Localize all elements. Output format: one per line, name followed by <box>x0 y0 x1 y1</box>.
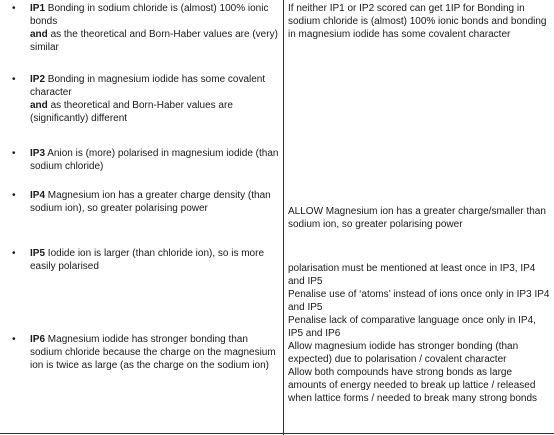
ip-code: IP3 <box>30 148 46 159</box>
indicative-point-ip4 <box>12 189 280 215</box>
indicative-point-ip1 <box>12 2 280 54</box>
note-polarisation: polarisation must be mentioned at least once in IP3, IP4 and IP5 <box>288 263 536 287</box>
bullet-icon: • <box>12 334 16 345</box>
bullet-icon: • <box>12 74 16 85</box>
indicative-point-ip2 <box>12 73 280 125</box>
bullet-icon: • <box>12 148 16 159</box>
indicative-point-ip3 <box>12 147 280 173</box>
column-divider <box>283 0 284 435</box>
ip-text: Magnesium iodide has stronger bonding than sodium chloride because the charge on the magnesium ion is twice as large (as the charge on the sodium ion) <box>30 334 276 371</box>
note-ip4 <box>288 205 552 231</box>
ip-code: IP5 <box>30 248 46 259</box>
note-text: If neither IP1 or IP2 scored can get 1IP for Bonding in sodium chloride is (almost) 100% ionic bonds and bonding in magnesium iodide has some covalent character <box>288 3 547 40</box>
ip-text: as theoretical and Born-Haber values are (significantly) different <box>30 100 233 124</box>
bullet-icon: • <box>12 190 16 201</box>
ip-text: Iodide ion is larger (than chloride ion), so is more easily polarised <box>30 248 265 272</box>
note-atoms-penalty: Penalise use of ‘atoms’ instead of ions once only in IP3 IP4 and IP5 <box>288 289 550 313</box>
indicative-point-ip5 <box>12 247 280 273</box>
note-allow-strong-bonds: Allow both compounds have strong bonds as large amounts of energy needed to break up lattice / released when lattice forms / needed to break many strong bonds <box>288 367 538 404</box>
bullet-icon: • <box>12 248 16 259</box>
ip-text: Bonding in sodium chloride is (almost) 100% ionic bonds <box>30 3 269 27</box>
table-bottom-border <box>0 433 554 434</box>
note-text: ALLOW Magnesium ion has a greater charge/smaller than sodium ion, so greater polarising power <box>288 206 546 230</box>
ip-connector: and <box>30 29 48 40</box>
bullet-icon: • <box>12 3 16 14</box>
ip-code: IP6 <box>30 334 46 345</box>
ip-code: IP1 <box>30 3 46 14</box>
ip-code: IP4 <box>30 190 46 201</box>
indicative-point-ip6 <box>12 333 280 372</box>
note-ip1-ip2 <box>288 2 552 41</box>
ip-text: Magnesium ion has a greater charge density (than sodium ion), so greater polarising power <box>30 190 271 214</box>
ip-text: as the theoretical and Born-Haber values are (very) similar <box>30 29 278 53</box>
ip-text: Anion is (more) polarised in magnesium iodide (than sodium chloride) <box>30 148 279 172</box>
note-comparative-penalty: Penalise lack of comparative language once only in IP4, IP5 and IP6 <box>288 315 536 339</box>
note-guidance <box>288 262 552 405</box>
ip-code: IP2 <box>30 74 46 85</box>
ip-text: Bonding in magnesium iodide has some covalent character <box>30 74 266 98</box>
ip-connector: and <box>30 100 48 111</box>
note-allow-polarisation: Allow magnesium iodide has stronger bonding (than expected) due to polarisation / covalent character <box>288 341 519 365</box>
